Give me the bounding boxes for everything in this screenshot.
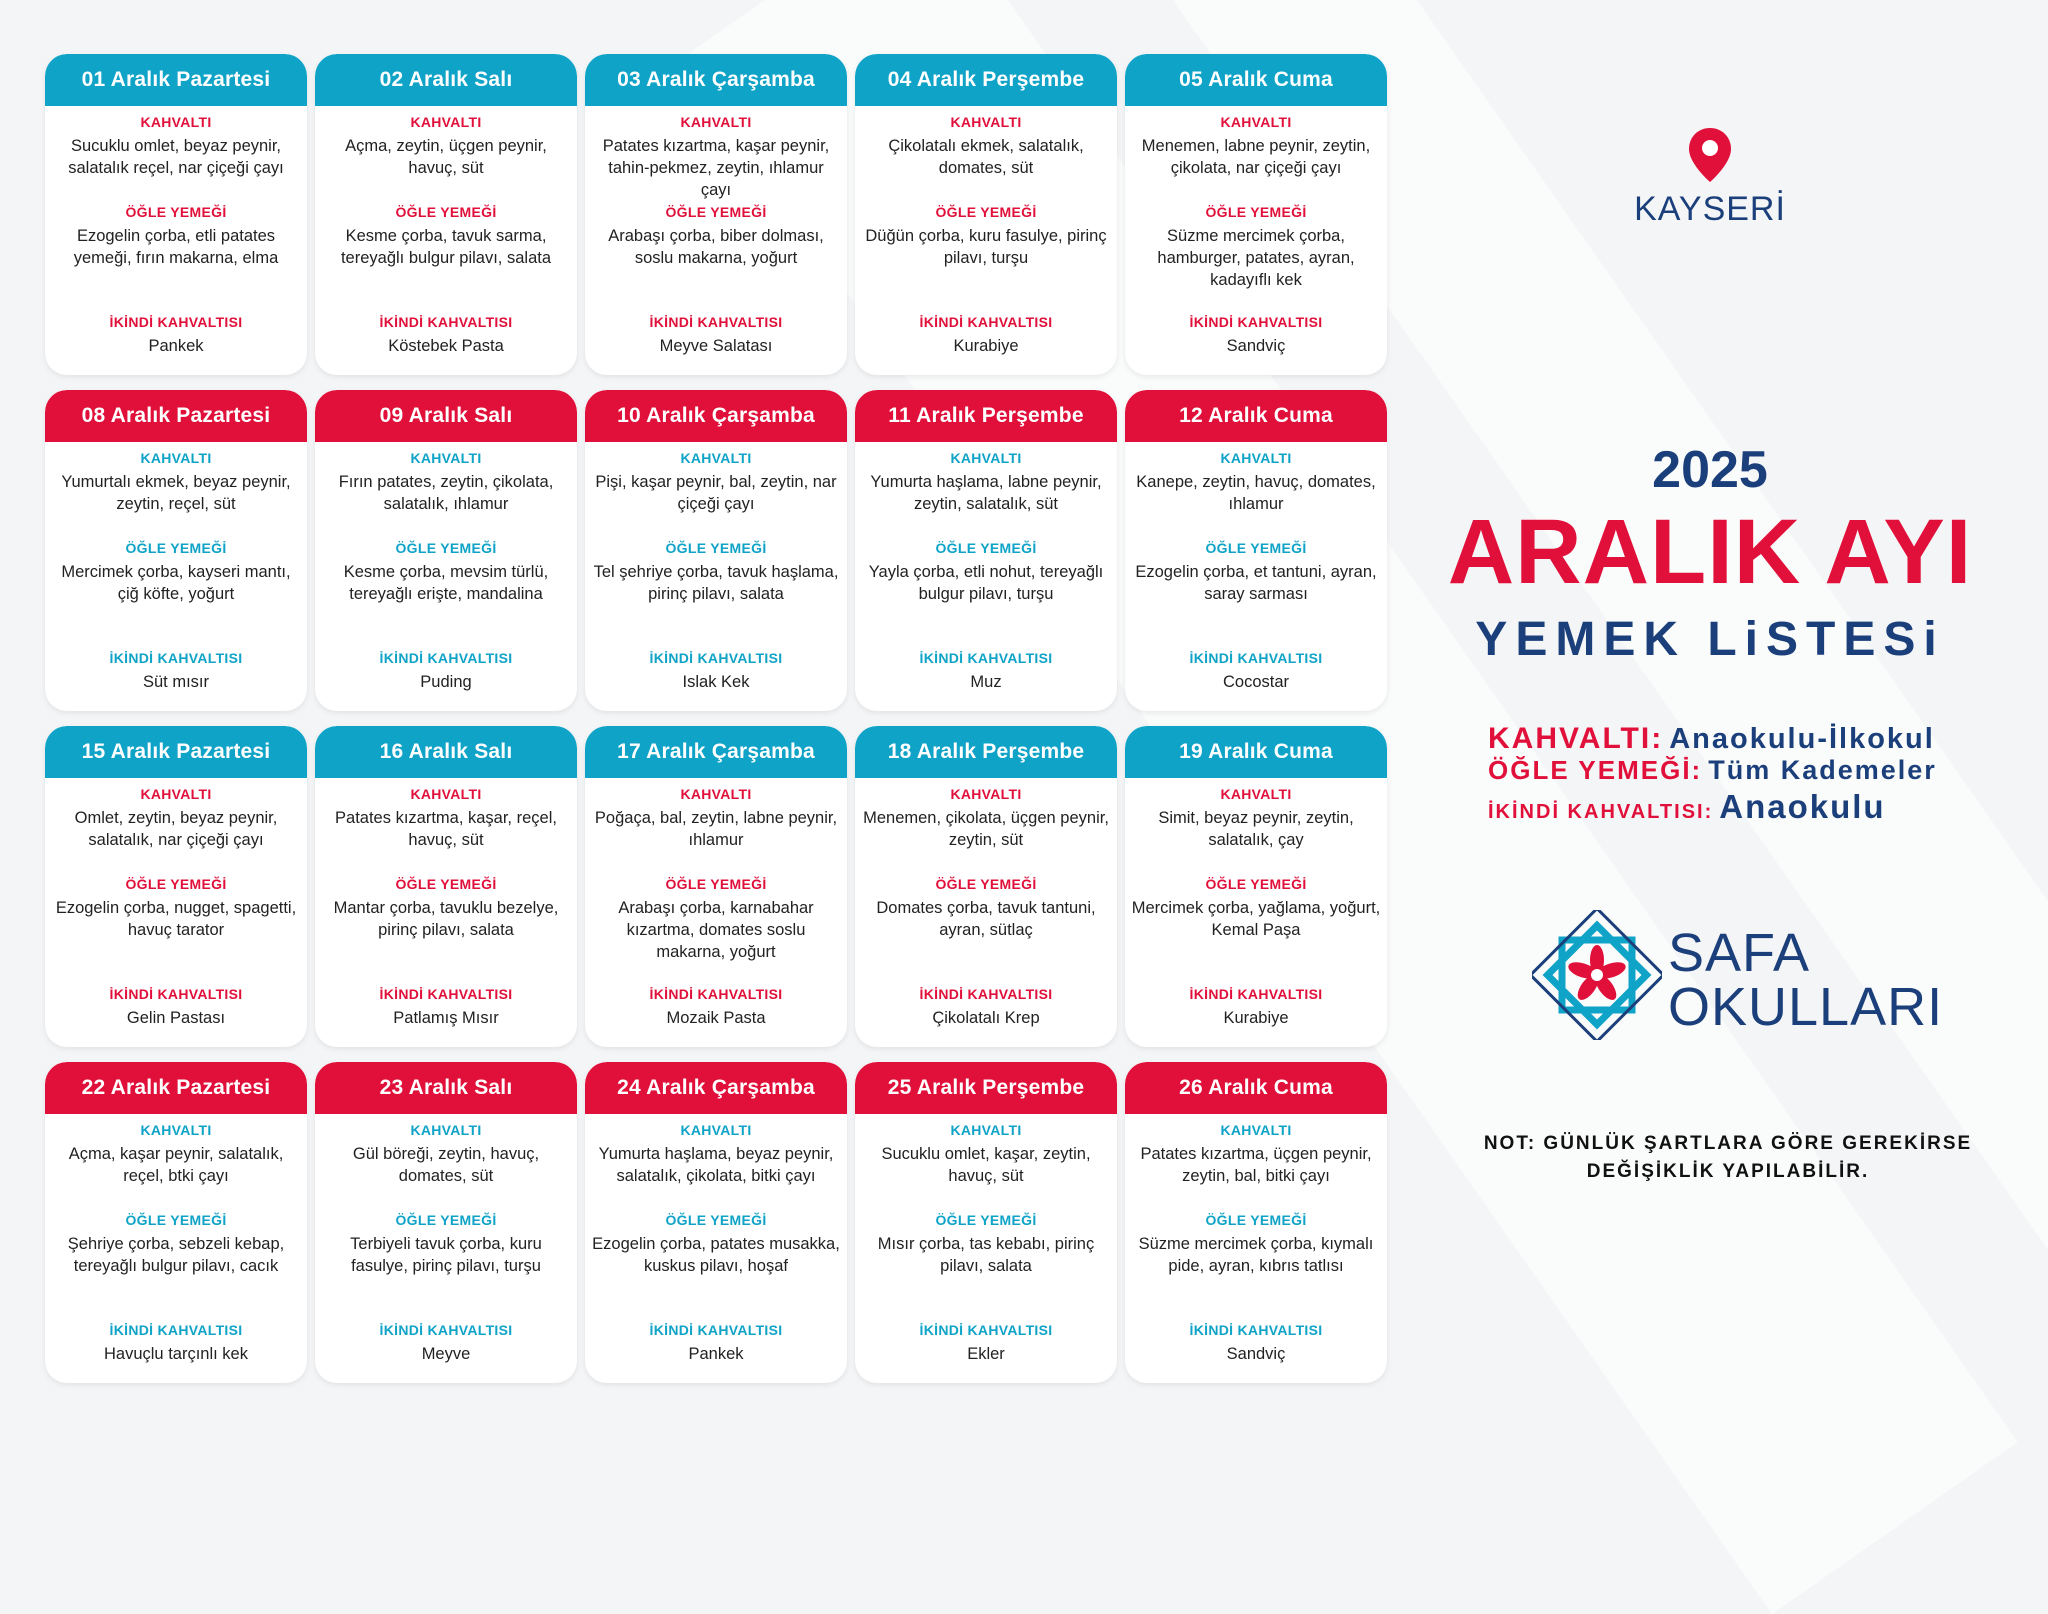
day-card	[315, 1062, 577, 1383]
breakfast-section	[591, 1122, 841, 1212]
day-card	[1125, 390, 1387, 711]
day-card	[585, 1062, 847, 1383]
day-header: 19 Aralık Cuma	[1125, 726, 1387, 778]
day-card	[585, 54, 847, 375]
day-body	[1125, 442, 1387, 711]
day-header: 23 Aralık Salı	[315, 1062, 577, 1114]
breakfast-section	[591, 450, 841, 540]
day-header: 02 Aralık Salı	[315, 54, 577, 106]
lunch-section	[591, 1212, 841, 1322]
day-card	[1125, 1062, 1387, 1383]
breakfast-section	[51, 1122, 301, 1212]
lunch-text: Süzme mercimek çorba, kıymalı pide, ayran, kıbrıs tatlısı	[1138, 1235, 1374, 1275]
snack-section	[321, 1322, 571, 1377]
legend-row-ikindi	[1488, 788, 1937, 825]
lunch-section	[321, 1212, 571, 1322]
lunch-section	[1131, 1212, 1381, 1322]
day-header: 11 Aralık Perşembe	[855, 390, 1117, 442]
snack-section	[861, 314, 1111, 369]
breakfast-label: KAHVALTI	[140, 1122, 212, 1138]
snack-text: Süt mısır	[142, 673, 209, 691]
lunch-section	[861, 876, 1111, 986]
day-card	[585, 390, 847, 711]
breakfast-text: Pişi, kaşar peynir, bal, zeytin, nar çiçeği çayı	[595, 473, 837, 513]
day-header: 09 Aralık Salı	[315, 390, 577, 442]
snack-section	[51, 986, 301, 1041]
snack-section	[321, 650, 571, 705]
day-card	[1125, 54, 1387, 375]
snack-label: İKİNDİ KAHVALTISI	[1189, 650, 1323, 666]
snack-label: İKİNDİ KAHVALTISI	[379, 314, 513, 330]
lunch-label: ÖĞLE YEMEĞİ	[125, 204, 227, 220]
breakfast-text: Açma, kaşar peynir, salatalık, reçel, btki çayı	[68, 1145, 284, 1185]
snack-section	[591, 314, 841, 369]
breakfast-label: KAHVALTI	[950, 786, 1022, 802]
day-card	[45, 1062, 307, 1383]
snack-text: Köstebek Pasta	[388, 337, 504, 355]
day-card	[855, 1062, 1117, 1383]
lunch-text: Arabaşı çorba, karnabahar kızartma, domates soslu makarna, yoğurt	[618, 899, 814, 961]
meal-legend	[1488, 722, 1937, 825]
day-card	[1125, 726, 1387, 1047]
lunch-label: ÖĞLE YEMEĞİ	[935, 204, 1037, 220]
snack-text: Havuçlu tarçınlı kek	[104, 1345, 248, 1363]
snack-text: Muz	[970, 673, 1002, 691]
day-body	[855, 1114, 1117, 1383]
breakfast-text: Patates kızartma, üçgen peynir, zeytin, bal, bitki çayı	[1140, 1145, 1372, 1185]
breakfast-text: Sucuklu omlet, kaşar, zeytin, havuç, süt	[881, 1145, 1091, 1185]
day-body	[585, 1114, 847, 1383]
day-header: 03 Aralık Çarşamba	[585, 54, 847, 106]
day-body	[1125, 106, 1387, 375]
lunch-text: Şehriye çorba, sebzeli kebap, tereyağlı bulgur pilavı, cacık	[67, 1235, 285, 1275]
lunch-label: ÖĞLE YEMEĞİ	[395, 540, 497, 556]
snack-section	[51, 650, 301, 705]
snack-text: Puding	[420, 673, 472, 691]
lunch-text: Mantar çorba, tavuklu bezelye, pirinç pilavı, salata	[333, 899, 559, 939]
snack-text: Kurabiye	[1223, 1009, 1289, 1027]
snack-label: İKİNDİ KAHVALTISI	[1189, 1322, 1323, 1338]
breakfast-text: Menemen, labne peynir, zeytin, çikolata, nar çiçeği çayı	[1141, 137, 1371, 177]
breakfast-text: Yumurta haşlama, labne peynir, zeytin, salatalık, süt	[870, 473, 1102, 513]
snack-section	[1131, 986, 1381, 1041]
day-body	[45, 1114, 307, 1383]
lunch-text: Ezogelin çorba, nugget, spagetti, havuç tarator	[55, 899, 297, 939]
day-card	[315, 726, 577, 1047]
day-body	[1125, 778, 1387, 1047]
snack-section	[1131, 314, 1381, 369]
breakfast-section	[861, 114, 1111, 204]
breakfast-section	[1131, 1122, 1381, 1212]
breakfast-label: KAHVALTI	[140, 786, 212, 802]
breakfast-text: Yumurtalı ekmek, beyaz peynir, zeytin, reçel, süt	[61, 473, 291, 513]
snack-section	[591, 650, 841, 705]
legend-row-kahvalti	[1488, 722, 1937, 755]
day-card	[315, 54, 577, 375]
day-body	[585, 106, 847, 375]
snack-text: Pankek	[148, 337, 204, 355]
breakfast-label: KAHVALTI	[410, 450, 482, 466]
snack-label: İKİNDİ KAHVALTISI	[649, 1322, 783, 1338]
snack-label: İKİNDİ KAHVALTISI	[649, 986, 783, 1002]
day-body	[1125, 1114, 1387, 1383]
breakfast-label: KAHVALTI	[1220, 450, 1292, 466]
day-header: 01 Aralık Pazartesi	[45, 54, 307, 106]
day-card	[585, 726, 847, 1047]
lunch-label: ÖĞLE YEMEĞİ	[935, 540, 1037, 556]
snack-text: Çikolatalı Krep	[932, 1009, 1040, 1027]
lunch-section	[51, 204, 301, 314]
day-body	[585, 778, 847, 1047]
lunch-section	[591, 540, 841, 650]
lunch-label: ÖĞLE YEMEĞİ	[395, 204, 497, 220]
breakfast-label: KAHVALTI	[1220, 786, 1292, 802]
breakfast-label: KAHVALTI	[410, 786, 482, 802]
snack-label: İKİNDİ KAHVALTISI	[649, 314, 783, 330]
breakfast-section	[861, 450, 1111, 540]
snack-label: İKİNDİ KAHVALTISI	[1189, 314, 1323, 330]
day-card	[855, 390, 1117, 711]
breakfast-label: KAHVALTI	[140, 450, 212, 466]
breakfast-section	[591, 114, 841, 204]
lunch-text: Düğün çorba, kuru fasulye, pirinç pilavı, turşu	[865, 227, 1107, 267]
lunch-label: ÖĞLE YEMEĞİ	[125, 876, 227, 892]
day-header: 05 Aralık Cuma	[1125, 54, 1387, 106]
lunch-text: Kesme çorba, mevsim türlü, tereyağlı erişte, mandalina	[343, 563, 549, 603]
snack-section	[591, 1322, 841, 1377]
breakfast-section	[1131, 114, 1381, 204]
day-body	[855, 442, 1117, 711]
day-header: 15 Aralık Pazartesi	[45, 726, 307, 778]
day-header: 22 Aralık Pazartesi	[45, 1062, 307, 1114]
snack-text: Islak Kek	[682, 673, 750, 691]
day-body	[45, 778, 307, 1047]
note-text: NOT: GÜNLÜK ŞARTLARA GÖRE GEREKİRSE DEĞİŞİKLİK YAPILABİLİR.	[1483, 1133, 1973, 1182]
lunch-section	[321, 540, 571, 650]
breakfast-label: KAHVALTI	[140, 114, 212, 130]
snack-label: İKİNDİ KAHVALTISI	[109, 650, 243, 666]
safa-logo-icon	[1532, 910, 1662, 1040]
breakfast-label: KAHVALTI	[950, 450, 1022, 466]
lunch-section	[321, 876, 571, 986]
lunch-label: ÖĞLE YEMEĞİ	[395, 876, 497, 892]
snack-text: Sandviç	[1226, 337, 1286, 355]
snack-text: Cocostar	[1222, 673, 1290, 691]
snack-label: İKİNDİ KAHVALTISI	[379, 1322, 513, 1338]
breakfast-text: Sucuklu omlet, beyaz peynir, salatalık reçel, nar çiçeği çayı	[68, 137, 284, 177]
day-body	[315, 778, 577, 1047]
breakfast-text: Simit, beyaz peynir, zeytin, salatalık, çay	[1158, 809, 1354, 849]
lunch-text: Yayla çorba, etli nohut, tereyağlı bulgur pilavı, turşu	[868, 563, 1104, 603]
breakfast-label: KAHVALTI	[680, 786, 752, 802]
breakfast-text: Gül böreği, zeytin, havuç, domates, süt	[352, 1145, 540, 1185]
lunch-label: ÖĞLE YEMEĞİ	[125, 540, 227, 556]
lunch-section	[861, 204, 1111, 314]
day-card	[45, 390, 307, 711]
lunch-text: Ezogelin çorba, etli patates yemeği, fırın makarna, elma	[73, 227, 279, 267]
breakfast-section	[1131, 450, 1381, 540]
snack-section	[1131, 650, 1381, 705]
lunch-section	[591, 204, 841, 314]
lunch-text: Süzme mercimek çorba, hamburger, patates, ayran, kadayıflı kek	[1157, 227, 1355, 289]
breakfast-label: KAHVALTI	[680, 114, 752, 130]
lunch-section	[51, 1212, 301, 1322]
breakfast-section	[51, 786, 301, 876]
legend-value: Anaokulu-İlkokul	[1669, 723, 1935, 755]
lunch-label: ÖĞLE YEMEĞİ	[665, 1212, 767, 1228]
lunch-label: ÖĞLE YEMEĞİ	[1205, 876, 1307, 892]
legend-value: Anaokulu	[1719, 788, 1886, 825]
day-header: 24 Aralık Çarşamba	[585, 1062, 847, 1114]
lunch-label: ÖĞLE YEMEĞİ	[125, 1212, 227, 1228]
snack-label: İKİNDİ KAHVALTISI	[919, 650, 1053, 666]
lunch-label: ÖĞLE YEMEĞİ	[665, 540, 767, 556]
lunch-label: ÖĞLE YEMEĞİ	[1205, 1212, 1307, 1228]
lunch-section	[591, 876, 841, 986]
snack-label: İKİNDİ KAHVALTISI	[379, 650, 513, 666]
breakfast-text: Yumurta haşlama, beyaz peynir, salatalık, çikolata, bitki çayı	[598, 1145, 834, 1185]
breakfast-text: Patates kızartma, kaşar, reçel, havuç, süt	[335, 809, 557, 849]
day-header: 04 Aralık Perşembe	[855, 54, 1117, 106]
day-header: 16 Aralık Salı	[315, 726, 577, 778]
day-card	[315, 390, 577, 711]
day-card	[855, 726, 1117, 1047]
lunch-section	[321, 204, 571, 314]
snack-section	[861, 650, 1111, 705]
breakfast-text: Kanepe, zeytin, havuç, domates, ıhlamur	[1136, 473, 1376, 513]
snack-label: İKİNDİ KAHVALTISI	[919, 314, 1053, 330]
lunch-text: Ezogelin çorba, patates musakka, kuskus pilavı, hoşaf	[592, 1235, 840, 1275]
day-header: 10 Aralık Çarşamba	[585, 390, 847, 442]
snack-section	[1131, 1322, 1381, 1377]
lunch-text: Domates çorba, tavuk tantuni, ayran, sütlaç	[876, 899, 1096, 939]
breakfast-section	[591, 786, 841, 876]
brand-line-1: SAFA	[1668, 923, 1811, 983]
snack-label: İKİNDİ KAHVALTISI	[919, 1322, 1053, 1338]
day-body	[315, 1114, 577, 1383]
breakfast-label: KAHVALTI	[1220, 1122, 1292, 1138]
snack-text: Meyve	[421, 1345, 471, 1363]
legend-key: KAHVALTI:	[1488, 722, 1664, 755]
lunch-label: ÖĞLE YEMEĞİ	[935, 1212, 1037, 1228]
breakfast-label: KAHVALTI	[680, 1122, 752, 1138]
lunch-section	[1131, 540, 1381, 650]
lunch-section	[861, 1212, 1111, 1322]
breakfast-text: Açma, zeytin, üçgen peynir, havuç, süt	[345, 137, 547, 177]
snack-text: Kurabiye	[953, 337, 1019, 355]
snack-label: İKİNDİ KAHVALTISI	[109, 986, 243, 1002]
lunch-text: Mısır çorba, tas kebabı, pirinç pilavı, salata	[877, 1235, 1095, 1275]
legend-key: İKİNDİ KAHVALTISI:	[1488, 801, 1714, 823]
snack-section	[321, 314, 571, 369]
snack-section	[51, 314, 301, 369]
legend-row-ogle	[1488, 755, 1937, 788]
brand-line-2: OKULLARI	[1668, 977, 1944, 1037]
breakfast-section	[321, 1122, 571, 1212]
snack-section	[591, 986, 841, 1041]
page-subtitle: YEMEK LiSTESi	[1475, 613, 1945, 666]
lunch-text: Kesme çorba, tavuk sarma, tereyağlı bulgur pilavı, salata	[340, 227, 552, 267]
breakfast-label: KAHVALTI	[410, 114, 482, 130]
page-title: ARALIK AYI	[1447, 501, 1973, 603]
breakfast-section	[321, 450, 571, 540]
day-body	[315, 442, 577, 711]
day-header: 25 Aralık Perşembe	[855, 1062, 1117, 1114]
breakfast-section	[51, 450, 301, 540]
lunch-text: Ezogelin çorba, et tantuni, ayran, saray sarması	[1135, 563, 1377, 603]
snack-section	[321, 986, 571, 1041]
day-body	[315, 106, 577, 375]
snack-label: İKİNDİ KAHVALTISI	[1189, 986, 1323, 1002]
breakfast-label: KAHVALTI	[680, 450, 752, 466]
snack-label: İKİNDİ KAHVALTISI	[109, 1322, 243, 1338]
snack-label: İKİNDİ KAHVALTISI	[109, 314, 243, 330]
breakfast-text: Menemen, çikolata, üçgen peynir, zeytin, süt	[863, 809, 1109, 849]
day-card	[855, 54, 1117, 375]
year-label: 2025	[1652, 441, 1768, 499]
day-header: 12 Aralık Cuma	[1125, 390, 1387, 442]
lunch-section	[1131, 204, 1381, 314]
snack-section	[861, 986, 1111, 1041]
day-header: 17 Aralık Çarşamba	[585, 726, 847, 778]
day-header: 26 Aralık Cuma	[1125, 1062, 1387, 1114]
day-body	[45, 442, 307, 711]
lunch-section	[861, 540, 1111, 650]
snack-text: Patlamış Mısır	[393, 1009, 499, 1027]
lunch-text: Mercimek çorba, kayseri mantı, çiğ köfte, yoğurt	[61, 563, 291, 603]
snack-label: İKİNDİ KAHVALTISI	[379, 986, 513, 1002]
day-body	[585, 442, 847, 711]
snack-label: İKİNDİ KAHVALTISI	[919, 986, 1053, 1002]
breakfast-section	[51, 114, 301, 204]
lunch-label: ÖĞLE YEMEĞİ	[395, 1212, 497, 1228]
snack-section	[861, 1322, 1111, 1377]
city-label: KAYSERİ	[1634, 190, 1786, 228]
snack-text: Sandviç	[1226, 1345, 1286, 1363]
day-body	[855, 106, 1117, 375]
lunch-label: ÖĞLE YEMEĞİ	[665, 204, 767, 220]
breakfast-label: KAHVALTI	[1220, 114, 1292, 130]
legend-value: Tüm Kademeler	[1708, 755, 1937, 785]
lunch-text: Terbiyeli tavuk çorba, kuru fasulye, pirinç pilavı, turşu	[350, 1235, 542, 1275]
breakfast-text: Fırın patates, zeytin, çikolata, salatalık, ıhlamur	[338, 473, 554, 513]
snack-text: Mozaik Pasta	[666, 1009, 766, 1027]
breakfast-label: KAHVALTI	[410, 1122, 482, 1138]
lunch-label: ÖĞLE YEMEĞİ	[1205, 204, 1307, 220]
day-header: 18 Aralık Perşembe	[855, 726, 1117, 778]
lunch-text: Mercimek çorba, yağlama, yoğurt, Kemal Paşa	[1131, 899, 1381, 939]
day-card	[45, 54, 307, 375]
day-body	[45, 106, 307, 375]
snack-text: Meyve Salatası	[659, 337, 773, 355]
breakfast-label: KAHVALTI	[950, 1122, 1022, 1138]
lunch-text: Arabaşı çorba, biber dolması, soslu makarna, yoğurt	[608, 227, 824, 267]
breakfast-text: Patates kızartma, kaşar peynir, tahin-pekmez, zeytin, ıhlamur çayı	[602, 137, 830, 199]
breakfast-text: Çikolatalı ekmek, salatalık, domates, süt	[888, 137, 1084, 177]
lunch-label: ÖĞLE YEMEĞİ	[665, 876, 767, 892]
lunch-text: Tel şehriye çorba, tavuk haşlama, pirinç pilavı, salata	[593, 563, 839, 603]
location-pin-icon	[1687, 126, 1733, 184]
snack-text: Ekler	[967, 1345, 1005, 1363]
breakfast-label: KAHVALTI	[950, 114, 1022, 130]
day-card	[45, 726, 307, 1047]
menu-grid	[45, 54, 1387, 1383]
day-header: 08 Aralık Pazartesi	[45, 390, 307, 442]
lunch-section	[51, 540, 301, 650]
breakfast-section	[861, 786, 1111, 876]
brand-name	[1668, 923, 1944, 1037]
breakfast-text: Omlet, zeytin, beyaz peynir, salatalık, nar çiçeği çayı	[74, 809, 278, 849]
breakfast-section	[321, 786, 571, 876]
breakfast-section	[321, 114, 571, 204]
day-body	[855, 778, 1117, 1047]
lunch-label: ÖĞLE YEMEĞİ	[1205, 540, 1307, 556]
breakfast-section	[861, 1122, 1111, 1212]
snack-text: Gelin Pastası	[126, 1009, 226, 1027]
legend-key: ÖĞLE YEMEĞİ:	[1488, 755, 1703, 785]
breakfast-text: Poğaça, bal, zeytin, labne peynir, ıhlamur	[594, 809, 838, 849]
lunch-section	[51, 876, 301, 986]
snack-text: Pankek	[688, 1345, 744, 1363]
lunch-label: ÖĞLE YEMEĞİ	[935, 876, 1037, 892]
snack-section	[51, 1322, 301, 1377]
snack-label: İKİNDİ KAHVALTISI	[649, 650, 783, 666]
lunch-section	[1131, 876, 1381, 986]
breakfast-section	[1131, 786, 1381, 876]
